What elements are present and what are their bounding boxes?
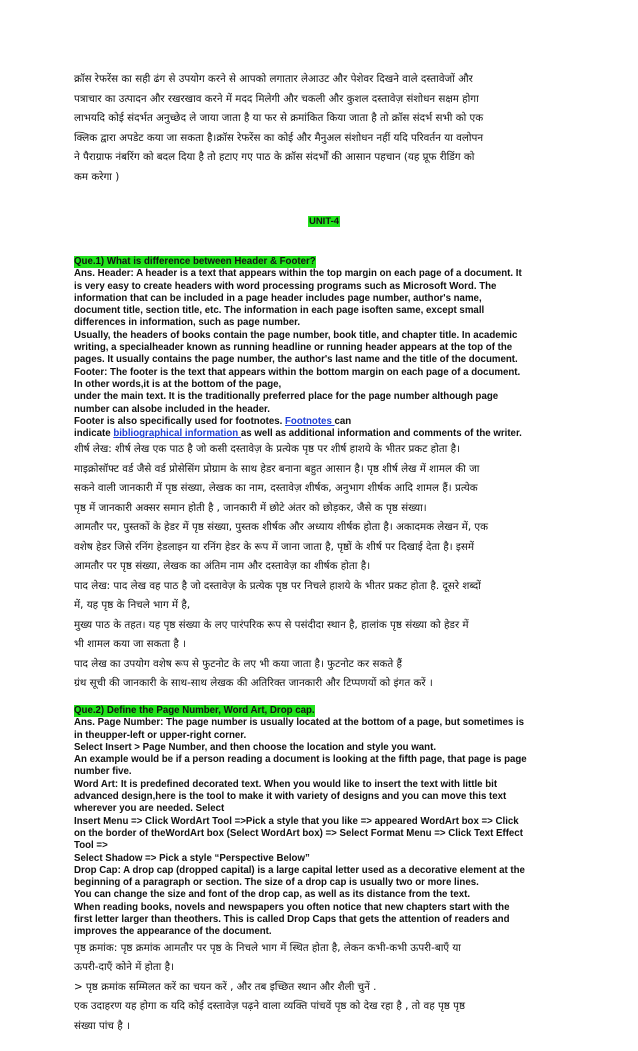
q1-answer-line: Ans. Header: A header is a text that appears within the top margin on each page of a document. It <box>74 268 522 280</box>
q2-answer-line: Drop Cap: A drop cap (dropped capital) is a large capital letter used as a decorative element at the <box>74 864 525 876</box>
q2-hindi-line: > पृष्ठ क्रमांक सम्मिलत करें का चयन करें , और तब इच्छित स्थान और शैली चुनें . <box>74 980 377 993</box>
q1-hindi-line: भी शामल कया जा सकता है । <box>74 638 186 651</box>
q1-hindi-line: माइक्रोसॉफ्ट वर्ड जैसे वर्ड प्रोसेसिंग प्रोग्राम के साथ हेडर बनाना बहुत आसान है। पृष्ठ शीर्ष लेख में शामल की जा <box>74 462 480 475</box>
intro-line: कम करेगा ) <box>74 170 120 183</box>
question-2-section <box>74 698 574 1036</box>
q2-answer-line: first letter larger than theothers. This is called Drop Caps that gets the attention of readers and <box>74 914 510 925</box>
q1-answer-line: writing, a specialheader known as running headline or running header appears at the top of the <box>74 342 513 354</box>
q2-answer-line: An example would be if a person reading a document is looking at the fifth page, that page is page <box>74 754 527 766</box>
q1-hindi-line: में, यह पृष्ठ के निचले भाग में है, <box>74 599 191 612</box>
unit-heading-wrap <box>74 209 574 227</box>
q1-answer-line: Footer: The footer is the text that appears within the bottom margin on each page of a document. <box>74 366 521 378</box>
unit-heading: UNIT-4 <box>308 216 340 227</box>
indicate-text-end: as well as additional information and comments of the writer. <box>240 428 522 440</box>
q2-answer-line: advanced design,here is the tool to make it with variety of designs and you can move this text <box>74 791 507 803</box>
intro-paragraph <box>74 70 574 187</box>
q2-answer-line: in theupper-left or upper-right corner. <box>74 729 247 741</box>
footnote-line <box>74 416 574 428</box>
intro-line: लाभयदि कोई संदर्भत अनुच्छेद ले जाया जाता है या फर से क्रमांकित किया जाता है तो क्रॉस संदर्भ सभी को एक <box>74 112 484 124</box>
q1-hindi-line: ग्रंथ सूची की जानकारी के साथ-साथ लेखक की अतिरिक्त जानकारी और टिप्पणयों को इंगत करें । <box>74 677 433 690</box>
q1-hindi-line: शीर्ष लेख: शीर्ष लेख एक पाठ है जो कसी दस्तावेज़ के प्रत्येक पृष्ठ पर शीर्ष हाशये के भीतर प्रकट होता है। <box>74 443 460 456</box>
q2-answer-line: on the border of theWordArt box (Select WordArt box) => Select Format Menu => Click Text Effect <box>74 827 523 839</box>
q1-answer-line: under the main text. It is the traditionally preferred place for the page number although page <box>74 391 499 403</box>
question-2-title: Que.2) Define the Page Number, Word Art, Drop cap. <box>74 704 315 716</box>
q2-answer-line: Word Art: It is predefined decorated text. When you would like to insert the text with little bit <box>74 778 498 790</box>
q1-answer-line: information that can be included in a page header includes page number, author's name, <box>74 292 482 304</box>
q1-hindi-line: पाद लेख का उपयोग वशेष रूप से फुटनोट के लए भी कया जाता है। फुटनोट कर सकते हैं <box>74 657 402 670</box>
indicate-line <box>74 428 574 440</box>
q1-answer-line: pages. It usually contains the page number, the author's last name and the title of the document. <box>74 354 518 366</box>
intro-line: क्रॉस रेफरेंस का सही ढंग से उपयोग करने से आपको लगातार लेआउट और पेशेवर दिखने वाले दस्तावेजों और <box>74 73 473 85</box>
q2-answer-line: Insert Menu => Click WordArt Tool =>Pick a style that you like => appeared WordArt box => Click <box>74 815 519 827</box>
footnote-text-end: can <box>334 415 352 427</box>
q2-answer-line: beginning of a paragraph or section. The size of a drop cap is usually two or more lines. <box>74 877 479 889</box>
q2-hindi-line: पृष्ठ क्रमांक: पृष्ठ क्रमांक आमतौर पर पृष्ठ के निचले भाग में स्थित होता है, लेकन कभी-कभी ऊपरी-बाएँ या <box>74 941 461 954</box>
q2-hindi-line: संख्या पांच है । <box>74 1019 130 1032</box>
q1-hindi-line: पृष्ठ में जानकारी अक्सर समान होती है , जानकारी में छोटे अंतर को छोड़कर, जैसे क पृष्ठ संख्या। <box>74 501 427 514</box>
bibliographical-information-link[interactable]: bibliographical information <box>113 428 241 440</box>
intro-line: पत्राचार का उत्पादन और रखरखाव करने में मदद मिलेगी और चकली और कुशल दस्तावेज़ संशोधन सक्षम होगा <box>74 92 479 105</box>
q1-hindi-line: पाद लेख: पाद लेख वह पाठ है जो दस्तावेज़ के प्रत्येक पृष्ठ पर निचले हाशये के भीतर प्रकट होता है. दूसरे शब्दों <box>74 579 481 592</box>
q2-hindi-line: ऊपरी-दाएँ कोने में होता है। <box>74 961 174 974</box>
question-1-title: Que.1) What is difference between Header & Footer? <box>74 256 316 267</box>
document-page <box>74 70 574 1036</box>
intro-line: ने पैराग्राफ नंबरिंग को बदल दिया है तो हटाए गए पाठ के क्रॉस संदर्भों की आसान पहचान (यह प्रूफ रीडिंग को <box>74 151 475 163</box>
q2-answer-line: Tool => <box>74 840 108 852</box>
footnote-text: Footer is also specifically used for footnotes. <box>74 415 286 427</box>
q2-answer-line: You can change the size and font of the drop cap, as well as its distance from the text. <box>74 889 471 901</box>
q1-answer-line: In other words,it is at the bottom of the page, <box>74 378 282 390</box>
q1-hindi-line: आमतौर पर, पुस्तकों के हेडर में पृष्ठ संख्या, पुस्तक शीर्षक और अध्याय शीर्षक होता है। अकादमक लेखन में, एक <box>74 521 488 534</box>
question-1-section <box>74 249 574 694</box>
q1-answer-line: document title, section title, etc. The information in each page isoften same, except small <box>74 305 485 317</box>
indicate-text: indicate <box>74 428 114 440</box>
footnotes-link[interactable]: Footnotes <box>285 415 335 427</box>
q1-hindi-line: वशेष हेडर जिसे रनिंग हेडलाइन या रनिंग हेडर के रूप में जाना जाता है, पृष्ठों के शीर्ष पर दिखाई देता है। इसमें <box>74 540 475 553</box>
intro-line: क्लिक द्वारा अपडेट कया जा सकता है।क्रॉस रेफरेंस का कोई और मैनुअल संशोधन नहीं यदि परिवर्तन या वलोपन <box>74 131 484 144</box>
q2-answer-line: improves the appearance of the document. <box>74 926 272 938</box>
q1-hindi-line: मुख्य पाठ के तहत। यह पृष्ठ संख्या के लए पारंपरिक रूप से पसंदीदा स्थान है, हालांक पृष्ठ संख्या को हेडर में <box>74 618 469 631</box>
q2-answer-line: Select Insert > Page Number, and then choose the location and style you want. <box>74 741 437 753</box>
q2-hindi-line: एक उदाहरण यह होगा क यदि कोई दस्तावेज़ पढ़ने वाला व्यक्ति पांचवें पृष्ठ को देख रहा है , तो वह पृष्ठ पृष्ठ <box>74 1000 466 1013</box>
q1-hindi-line: आमतौर पर पृष्ठ संख्या, लेखक का अंतिम नाम और दस्तावेज़ का शीर्षक होता है। <box>74 560 371 573</box>
q2-answer-line: When reading books, novels and newspapers you often notice that new chapters start with the <box>74 901 510 913</box>
q1-hindi-line: सकने वाली जानकारी में पृष्ठ संख्या, लेखक का नाम, दस्तावेज़ शीर्षक, अनुभाग शीर्षक आदि शामल हैं। प्रत्येक <box>74 482 478 495</box>
q1-answer-line: differences in information, such as page number. <box>74 317 301 329</box>
q1-answer-line: Usually, the headers of books contain the page number, book title, and chapter title. In academic <box>74 329 518 341</box>
q2-answer-line: wherever you are needed. Select <box>74 803 225 815</box>
q2-answer-line: number five. <box>74 766 132 778</box>
q2-answer-line: Select Shadow => Pick a style “Perspective Below” <box>74 852 310 864</box>
q1-answer-line: is very easy to create headers with word processing programs such as Microsoft Word. The <box>74 280 497 292</box>
q1-answer-line: number can alsobe included in the header. <box>74 403 270 415</box>
q2-answer-line: Ans. Page Number: The page number is usually located at the bottom of a page, but sometimes is <box>74 717 525 729</box>
